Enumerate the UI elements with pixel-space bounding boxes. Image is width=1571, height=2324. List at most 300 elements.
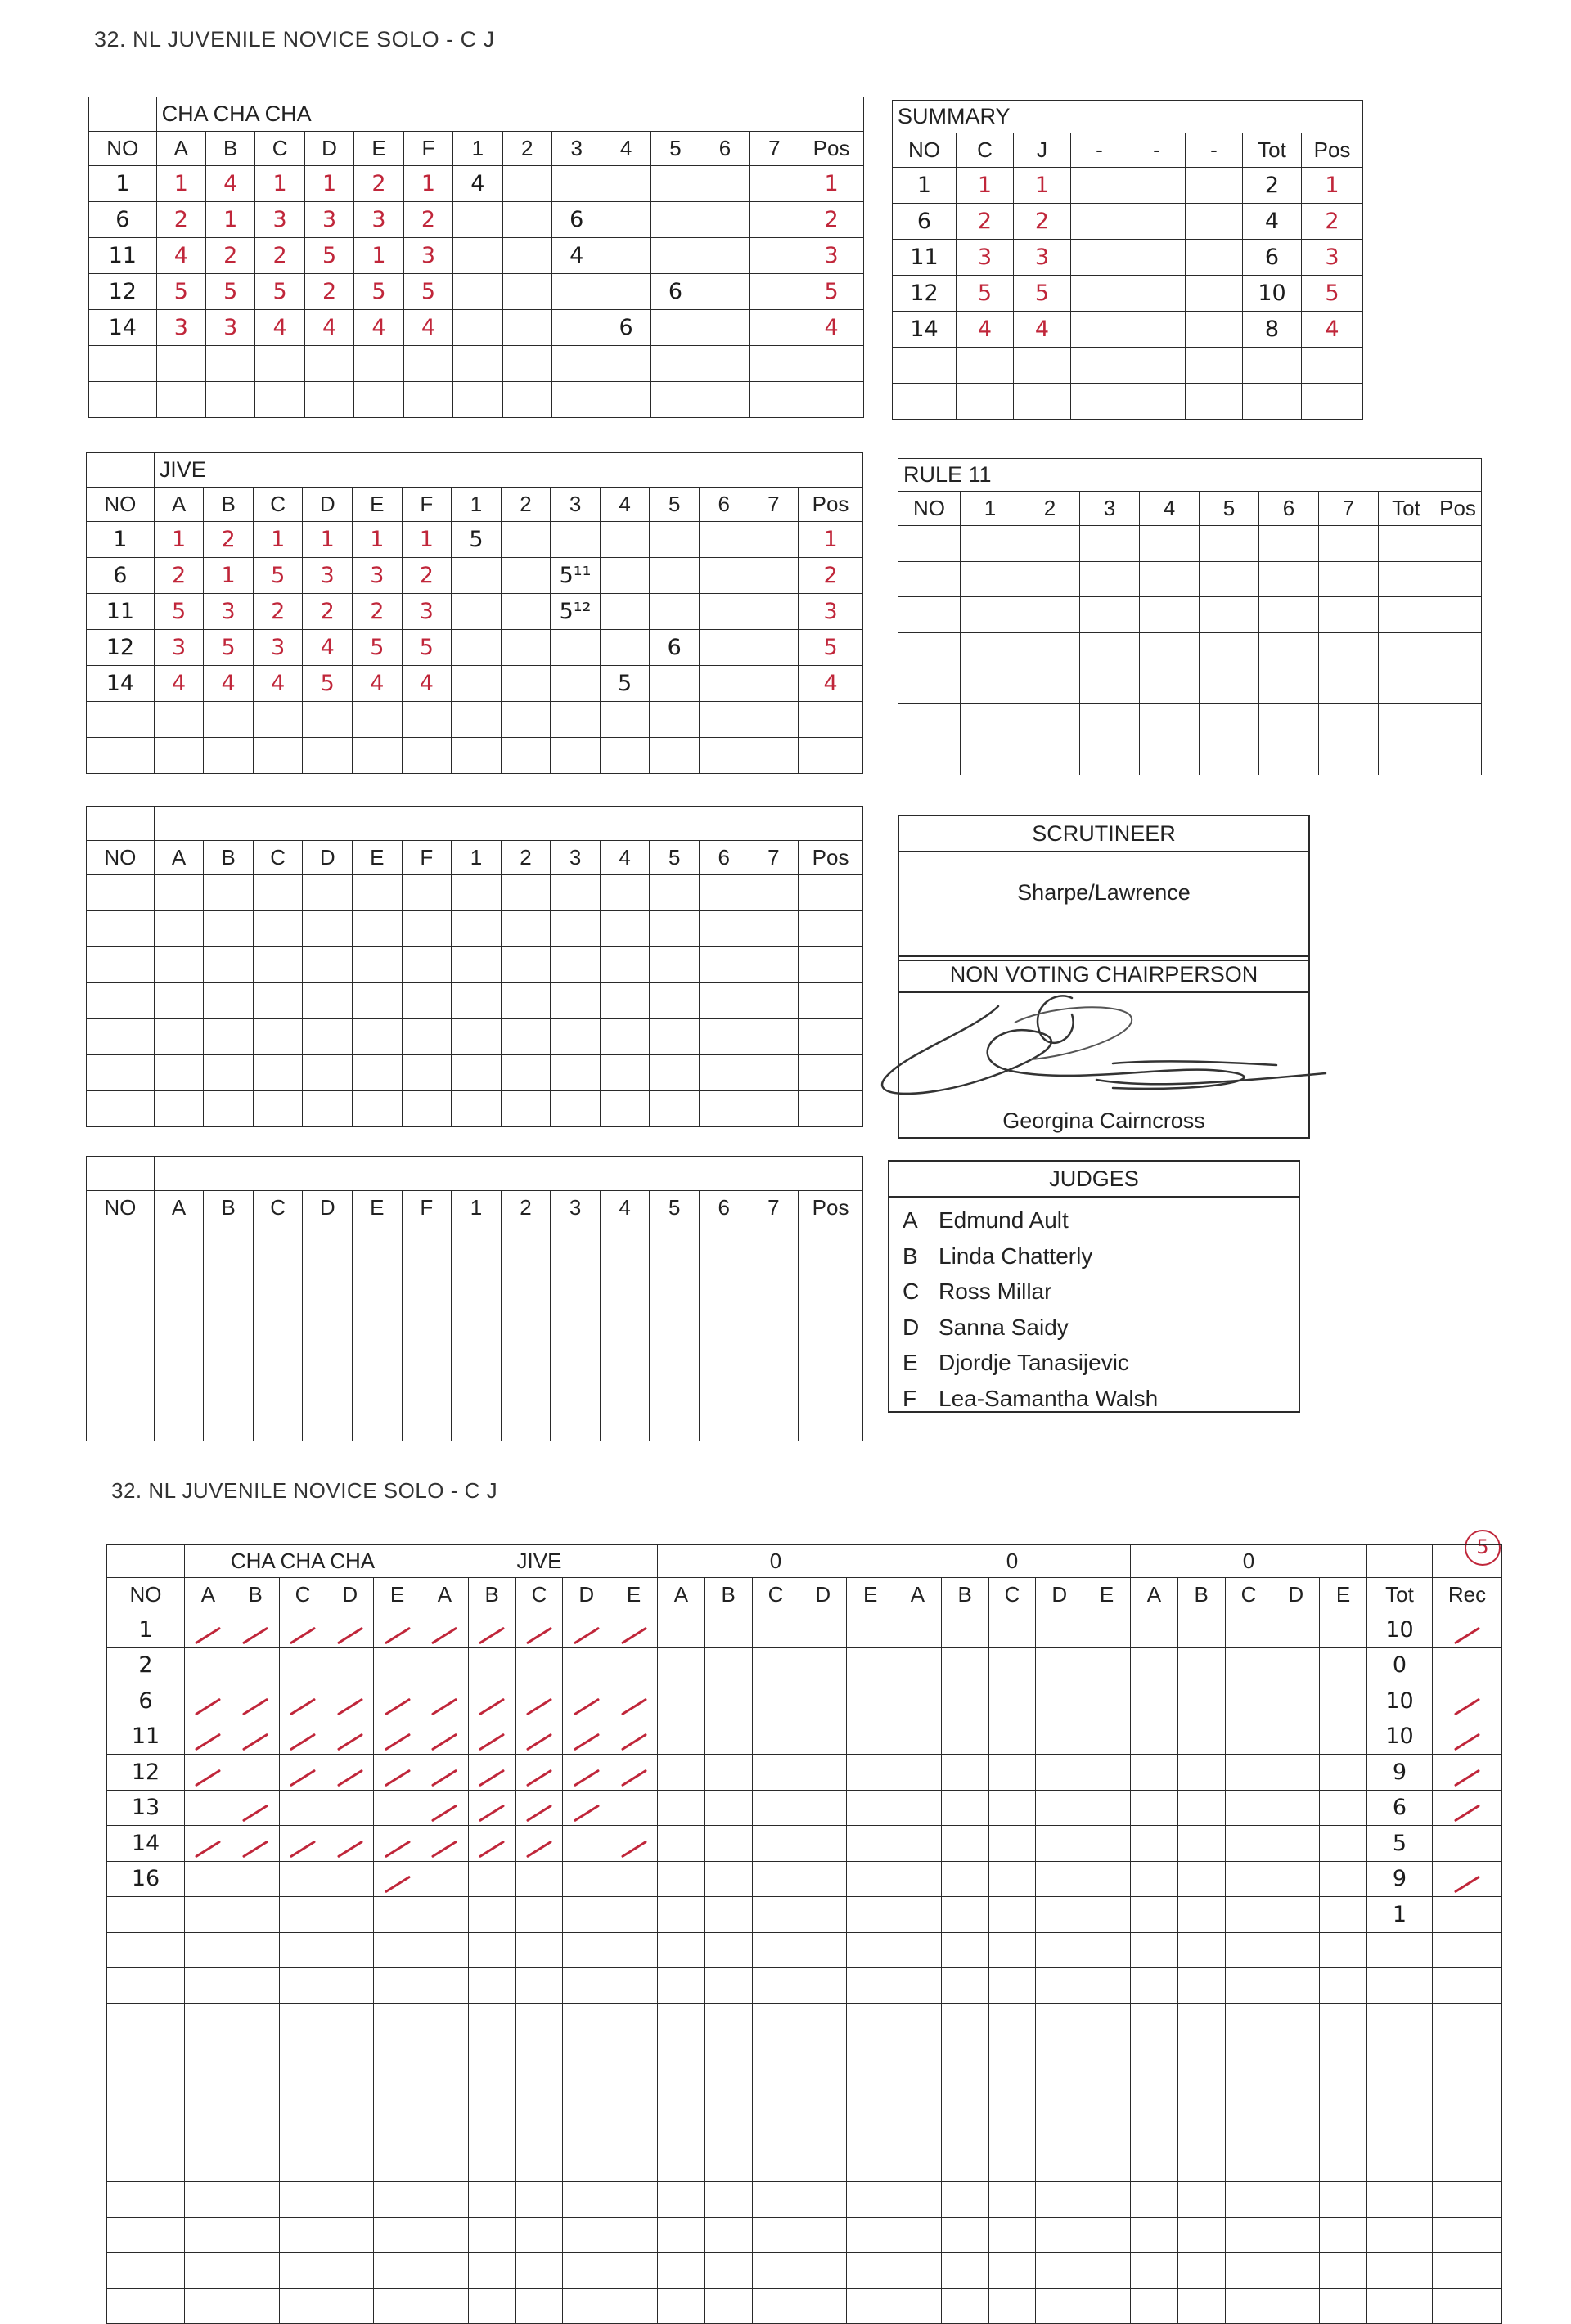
recall-mark-cell — [941, 2110, 988, 2146]
position: 1 — [1302, 168, 1363, 204]
recall-mark-cell — [185, 1790, 232, 1826]
position — [799, 1019, 863, 1055]
empty-cell — [1200, 632, 1259, 668]
table-row — [107, 1826, 1502, 1862]
judge-mark — [353, 1019, 403, 1055]
position: 4 — [1302, 312, 1363, 348]
judge-mark — [204, 983, 254, 1019]
column-header: C — [957, 133, 1014, 168]
recall-mark-cell — [515, 2039, 563, 2075]
recall-mark-cell — [374, 1612, 421, 1648]
recall-mark-cell — [563, 1968, 610, 2004]
empty-cell — [1071, 276, 1128, 312]
majority-count — [650, 558, 700, 594]
recall-tick — [621, 1733, 647, 1751]
recall-mark-cell — [610, 2075, 658, 2110]
recall-tick — [574, 1626, 600, 1644]
recall-mark-cell — [1225, 1968, 1272, 2004]
judge-mark: 1 — [156, 166, 205, 202]
majority-count — [699, 1261, 749, 1297]
majority-count — [601, 382, 650, 418]
judge-letter-header: D — [1036, 1578, 1083, 1612]
recall-mark-cell — [1320, 2146, 1367, 2182]
recall-mark-cell — [1272, 2146, 1320, 2182]
empty-cell — [1128, 384, 1186, 420]
recall-mark-cell — [185, 1861, 232, 1897]
recall-mark-cell — [232, 2217, 279, 2253]
recall-mark-cell — [326, 2288, 374, 2324]
recall-tick — [431, 1805, 457, 1823]
recall-mark-cell — [610, 1826, 658, 1862]
judge-mark: 2 — [204, 522, 254, 558]
recall-mark-cell — [799, 1932, 847, 1968]
recall-mark-cell — [563, 1790, 610, 1826]
majority-count — [452, 1225, 502, 1261]
recall-tick — [574, 1733, 600, 1751]
total: 6 — [1243, 240, 1302, 276]
table-row — [87, 875, 863, 911]
competitor-number — [107, 2039, 185, 2075]
recall-mark-cell — [563, 1932, 610, 1968]
recall-mark-cell — [232, 1612, 279, 1648]
judge-mark — [402, 1405, 452, 1441]
jive-place: 5 — [1014, 276, 1071, 312]
table-row — [898, 561, 1482, 597]
majority-count — [601, 202, 650, 238]
table-row — [898, 632, 1482, 668]
recall-mark-cell — [1036, 1861, 1083, 1897]
judge-letter-header: E — [1083, 1578, 1131, 1612]
competitor-number — [107, 2253, 185, 2289]
majority-count — [650, 702, 700, 738]
judge-mark — [353, 1225, 403, 1261]
recall-mark-cell — [374, 1968, 421, 2004]
recall-mark-cell — [1083, 2075, 1131, 2110]
recall-mark-cell — [847, 2253, 894, 2289]
majority-count — [501, 1369, 551, 1405]
competitor-number — [107, 1897, 185, 1933]
recall-mark-cell — [1036, 1612, 1083, 1648]
recall-mark-cell — [185, 2182, 232, 2218]
recall-mark-cell — [799, 2288, 847, 2324]
recall-mark-cell — [1177, 2039, 1225, 2075]
judge-mark — [253, 1405, 303, 1441]
recall-mark-cell — [752, 1683, 799, 1719]
corner-cell — [107, 1545, 185, 1578]
recall-mark-cell — [468, 1932, 515, 1968]
column-header: 2 — [501, 488, 551, 522]
recall-mark-cell — [515, 2288, 563, 2324]
recall-mark-cell — [1131, 2110, 1178, 2146]
judge-mark — [402, 875, 452, 911]
majority-count — [650, 738, 700, 774]
dance-header: CHA CHA CHA — [185, 1545, 421, 1578]
judge-mark: 2 — [255, 238, 304, 274]
dance-header: JIVE — [421, 1545, 657, 1578]
recall-cell — [1432, 2039, 1501, 2075]
judge-mark — [154, 1369, 204, 1405]
recall-mark-cell — [1131, 1719, 1178, 1755]
recall-mark-cell — [232, 1968, 279, 2004]
recall-mark-cell — [468, 2110, 515, 2146]
recall-mark-cell — [799, 2075, 847, 2110]
majority-count — [601, 166, 650, 202]
column-header: Tot — [1243, 133, 1302, 168]
recall-mark-cell — [1272, 1790, 1320, 1826]
table-row — [89, 310, 864, 346]
recall-mark-cell — [1131, 2217, 1178, 2253]
empty-cell — [1319, 632, 1379, 668]
recall-mark-cell — [374, 1932, 421, 1968]
recall-mark-cell — [515, 2146, 563, 2182]
recall-mark-cell — [658, 1861, 705, 1897]
column-header: 6 — [699, 488, 749, 522]
recall-mark-cell — [988, 1612, 1036, 1648]
recall-mark-cell — [704, 1755, 752, 1791]
recall-cell — [1432, 1826, 1501, 1862]
recall-mark-cell — [326, 1683, 374, 1719]
recall-mark-cell — [1225, 2075, 1272, 2110]
recall-mark-cell — [185, 1755, 232, 1791]
judge-mark: 3 — [253, 630, 303, 666]
empty-cell — [1140, 703, 1200, 739]
recall-mark-cell — [1131, 2288, 1178, 2324]
majority-count: 5 — [452, 522, 502, 558]
judge-mark — [353, 1091, 403, 1127]
recall-mark-cell — [1320, 1647, 1367, 1683]
recall-mark-cell — [658, 1897, 705, 1933]
majority-count: 6 — [551, 202, 601, 238]
empty-cell — [1432, 1545, 1501, 1578]
recall-mark-cell — [1083, 1612, 1131, 1648]
recall-mark-cell — [799, 1897, 847, 1933]
recall-mark-cell — [799, 1647, 847, 1683]
judge-mark: 4 — [255, 310, 304, 346]
recall-mark-cell — [563, 2146, 610, 2182]
majority-count — [749, 1225, 799, 1261]
judge-mark: 2 — [154, 558, 204, 594]
recall-mark-cell — [515, 1755, 563, 1791]
majority-count — [452, 1369, 502, 1405]
total — [1366, 2039, 1432, 2075]
judge-mark — [156, 346, 205, 382]
judge-mark: 3 — [402, 594, 452, 630]
recall-mark-cell — [610, 1790, 658, 1826]
recall-mark-cell — [421, 1719, 468, 1755]
judge-letter-header: B — [704, 1578, 752, 1612]
majority-count — [749, 630, 799, 666]
recall-mark-cell — [1083, 1826, 1131, 1862]
recall-mark-cell — [1036, 1897, 1083, 1933]
majority-count — [600, 1261, 650, 1297]
empty-cell — [1140, 561, 1200, 597]
recall-mark-cell — [563, 2075, 610, 2110]
recall-cell — [1432, 2003, 1501, 2039]
competitor-number: 14 — [89, 310, 157, 346]
table-row — [107, 1790, 1502, 1826]
competitor-number — [87, 983, 155, 1019]
recall-mark-cell — [1225, 1755, 1272, 1791]
empty-cell — [898, 668, 961, 704]
recall-mark-cell — [515, 1968, 563, 2004]
recall-mark-cell — [279, 2182, 326, 2218]
cha-cha-place — [957, 384, 1014, 420]
judge-mark: 2 — [206, 238, 255, 274]
judge-letter-header: A — [658, 1578, 705, 1612]
recall-tick — [479, 1626, 505, 1644]
judge-mark — [353, 983, 403, 1019]
recall-mark-cell — [374, 2182, 421, 2218]
empty-cell — [1200, 597, 1259, 633]
table-row — [87, 1333, 863, 1369]
recall-mark-cell — [610, 1683, 658, 1719]
judge-mark: 4 — [303, 630, 353, 666]
recall-mark-cell — [421, 1755, 468, 1791]
majority-count — [650, 310, 700, 346]
competitor-number — [107, 2110, 185, 2146]
majority-count — [650, 1333, 700, 1369]
recall-tick — [337, 1626, 363, 1644]
recall-mark-cell — [1177, 1932, 1225, 1968]
competitor-number: 1 — [107, 1612, 185, 1648]
recall-mark-cell — [988, 1826, 1036, 1862]
recall-mark-cell — [1272, 1968, 1320, 2004]
judge-row — [903, 1274, 1285, 1310]
recall-mark-cell — [658, 2075, 705, 2110]
recall-mark-cell — [894, 2217, 942, 2253]
majority-count — [551, 1225, 601, 1261]
empty-cell — [1434, 561, 1482, 597]
competitor-number: 6 — [89, 202, 157, 238]
judge-mark — [303, 983, 353, 1019]
recall-tick — [621, 1840, 647, 1858]
cha-cha-place: 5 — [957, 276, 1014, 312]
column-header: C — [253, 841, 303, 875]
position — [799, 702, 863, 738]
judge-mark: 5 — [255, 274, 304, 310]
column-header: NO — [87, 1191, 155, 1225]
judge-mark — [154, 1225, 204, 1261]
competitor-number: 6 — [87, 558, 155, 594]
recall-mark-cell — [563, 1719, 610, 1755]
recall-mark-cell — [752, 1719, 799, 1755]
recall-mark-cell — [374, 2217, 421, 2253]
judge-mark: 3 — [255, 202, 304, 238]
judge-mark — [402, 947, 452, 983]
majority-count — [600, 1091, 650, 1127]
recall-mark-cell — [279, 1612, 326, 1648]
majority-count — [452, 1333, 502, 1369]
judge-letter-header: E — [610, 1578, 658, 1612]
empty-cell — [1259, 561, 1319, 597]
judge-letter: F — [903, 1385, 917, 1411]
judge-mark — [253, 1261, 303, 1297]
recall-mark-cell — [1131, 1932, 1178, 1968]
recall-mark-cell — [1131, 1683, 1178, 1719]
recall-mark-cell — [658, 2146, 705, 2182]
jive-place: 2 — [1014, 204, 1071, 240]
recall-mark-cell — [563, 1826, 610, 1862]
recall-mark-cell — [1320, 1755, 1367, 1791]
recall-tick — [337, 1769, 363, 1787]
majority-count — [650, 1055, 700, 1091]
recall-mark-cell — [1177, 1897, 1225, 1933]
recall-mark-cell — [421, 2288, 468, 2324]
total — [1366, 2217, 1432, 2253]
position: 3 — [799, 238, 864, 274]
recall-mark-cell — [1272, 2003, 1320, 2039]
judge-mark — [303, 1369, 353, 1405]
recall-tick — [1454, 1805, 1480, 1823]
recall-mark-cell — [658, 1647, 705, 1683]
judge-mark — [253, 1297, 303, 1333]
judge-mark: 5 — [304, 238, 353, 274]
judge-mark — [353, 1369, 403, 1405]
empty-cell — [961, 668, 1020, 704]
recall-cell — [1432, 2182, 1501, 2218]
empty-cell — [1020, 526, 1080, 562]
recall-mark-cell — [326, 2075, 374, 2110]
recall-mark-cell — [1225, 1932, 1272, 1968]
empty-cell — [1186, 384, 1243, 420]
recall-mark-cell — [1036, 1647, 1083, 1683]
majority-count — [452, 1405, 502, 1441]
judge-letter-header: D — [563, 1578, 610, 1612]
recall-mark-cell — [1225, 2253, 1272, 2289]
empty-cell — [961, 526, 1020, 562]
recall-mark-cell — [374, 2003, 421, 2039]
recall-mark-cell — [1320, 2182, 1367, 2218]
recall-mark-cell — [1131, 2182, 1178, 2218]
empty-cell — [1020, 739, 1080, 775]
recall-grid — [106, 1544, 1502, 2324]
recall-mark-cell — [1083, 2110, 1131, 2146]
judge-mark — [154, 702, 204, 738]
judge-mark — [402, 1261, 452, 1297]
empty-cell — [1080, 632, 1140, 668]
competitor-number — [87, 1297, 155, 1333]
recall-mark-cell — [658, 1719, 705, 1755]
recall-mark-cell — [752, 2182, 799, 2218]
judge-mark: 4 — [402, 666, 452, 702]
recall-mark-cell — [563, 2288, 610, 2324]
table-row — [107, 2182, 1502, 2218]
empty-cell — [961, 703, 1020, 739]
judge-mark — [303, 1297, 353, 1333]
empty-cell — [1080, 739, 1140, 775]
recall-mark-cell — [704, 2146, 752, 2182]
column-header: F — [402, 1191, 452, 1225]
judge-mark: 1 — [304, 166, 353, 202]
recall-mark-cell — [468, 1790, 515, 1826]
position — [799, 738, 863, 774]
competitor-number: 14 — [107, 1826, 185, 1862]
position — [799, 1297, 863, 1333]
recall-mark-cell — [799, 1826, 847, 1862]
majority-count — [699, 1333, 749, 1369]
competitor-number: 6 — [107, 1683, 185, 1719]
recall-mark-cell — [799, 2003, 847, 2039]
recall-mark-cell — [1225, 1719, 1272, 1755]
position — [1302, 348, 1363, 384]
judge-letter-header: E — [847, 1578, 894, 1612]
recall-mark-cell — [515, 1790, 563, 1826]
judge-row — [903, 1202, 1285, 1238]
column-header: 5 — [650, 841, 700, 875]
recall-cell — [1432, 1932, 1501, 1968]
recall-tick — [290, 1769, 316, 1787]
recall-mark-cell — [563, 1612, 610, 1648]
majority-count — [501, 738, 551, 774]
recall-tick — [574, 1805, 600, 1823]
total — [1366, 1932, 1432, 1968]
recall-mark-cell — [941, 2075, 988, 2110]
table-row — [107, 2146, 1502, 2182]
column-header: 4 — [600, 488, 650, 522]
recall-mark-cell — [988, 1647, 1036, 1683]
recall-mark-cell — [752, 1897, 799, 1933]
recall-mark-cell — [1320, 1612, 1367, 1648]
recall-mark-cell — [610, 1755, 658, 1791]
majority-count — [501, 911, 551, 947]
majority-count — [749, 738, 799, 774]
table-row — [107, 1861, 1502, 1897]
recall-mark-cell — [1272, 1826, 1320, 1862]
majority-count — [749, 202, 799, 238]
majority-count — [501, 666, 551, 702]
recall-mark-cell — [610, 1612, 658, 1648]
majority-count — [453, 274, 502, 310]
recall-mark-cell — [894, 2039, 942, 2075]
majority-count — [700, 166, 749, 202]
judge-letter-header: C — [752, 1578, 799, 1612]
recall-mark-cell — [704, 1826, 752, 1862]
empty-cell — [961, 739, 1020, 775]
column-header: 3 — [551, 1191, 601, 1225]
table-row — [107, 2217, 1502, 2253]
recall-mark-cell — [847, 1861, 894, 1897]
recall-cell — [1432, 1755, 1501, 1791]
majority-count — [749, 166, 799, 202]
judge-mark — [253, 738, 303, 774]
recall-tick — [526, 1805, 552, 1823]
recall-mark-cell — [279, 1647, 326, 1683]
chairperson-name: Georgina Cairncross — [1002, 1108, 1205, 1133]
majority-count — [600, 738, 650, 774]
majority-count — [699, 1225, 749, 1261]
judge-mark — [402, 1225, 452, 1261]
recall-mark-cell — [232, 1897, 279, 1933]
majority-count — [452, 1297, 502, 1333]
recall-mark-cell — [185, 2288, 232, 2324]
recall-mark-cell — [1177, 2003, 1225, 2039]
cha-cha-place — [957, 348, 1014, 384]
empty-cell — [1259, 526, 1319, 562]
recall-cell — [1432, 1683, 1501, 1719]
majority-count — [650, 1369, 700, 1405]
competitor-number — [87, 1091, 155, 1127]
majority-count — [699, 738, 749, 774]
judge-letter-header: D — [326, 1578, 374, 1612]
column-header: F — [402, 488, 452, 522]
recall-mark-cell — [799, 2253, 847, 2289]
recall-mark-cell — [232, 2288, 279, 2324]
recall-mark-cell — [468, 1826, 515, 1862]
circled-number: 5 — [1465, 1530, 1501, 1566]
judge-mark: 5 — [204, 630, 254, 666]
majority-count: 4 — [551, 238, 601, 274]
judge-mark — [154, 1297, 204, 1333]
